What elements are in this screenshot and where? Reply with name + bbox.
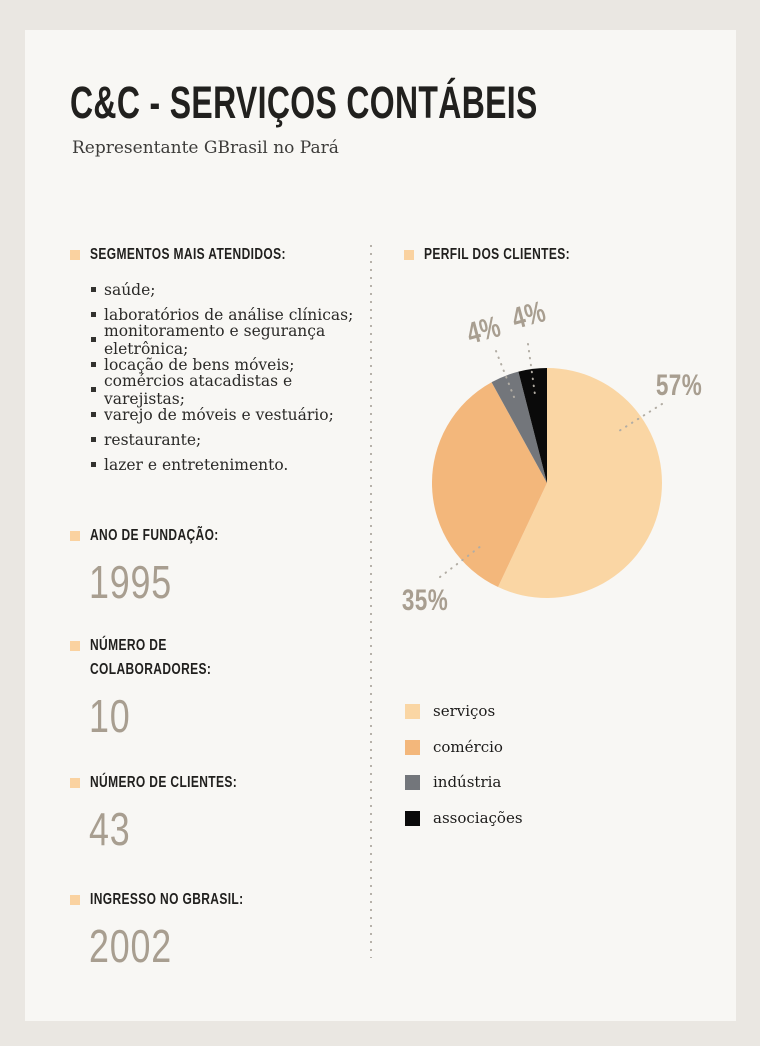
- list-bullet-icon: [91, 412, 96, 417]
- list-item-label: restaurante;: [104, 430, 202, 449]
- list-item: [91, 371, 360, 408]
- list-item-label: saúde;: [104, 280, 156, 299]
- chart-heading: PERFIL DOS CLIENTES:: [424, 246, 570, 263]
- fact-heading: ANO DE FUNDAÇÃO:: [90, 527, 219, 544]
- section-segments: [70, 243, 360, 477]
- list-item-label: locação de bens móveis;: [104, 355, 295, 374]
- square-bullet-icon: [70, 895, 80, 905]
- segments-list: [91, 277, 360, 477]
- fact-value: 43: [89, 803, 131, 855]
- section-clientes: [70, 771, 360, 855]
- list-bullet-icon: [91, 337, 96, 342]
- page-title: C&C - SERVIÇOS CONTÁBEIS: [70, 77, 538, 128]
- list-bullet-icon: [91, 312, 96, 317]
- list-item-label: monitoramento e segurança eletrônica;: [104, 321, 326, 358]
- square-bullet-icon: [70, 641, 80, 651]
- list-bullet-icon: [91, 387, 96, 392]
- square-bullet-icon: [404, 250, 414, 260]
- legend-label: comércio: [433, 737, 503, 756]
- legend-item: [405, 808, 523, 827]
- fact-heading: NÚMERO DE CLIENTES:: [90, 774, 238, 791]
- pie-label-associacoes: 4%: [508, 295, 550, 336]
- square-bullet-icon: [70, 531, 80, 541]
- pie-label-servicos: 57%: [655, 369, 703, 402]
- list-item-label: varejo de móveis e vestuário;: [104, 405, 334, 424]
- legend-item: [405, 704, 523, 719]
- dotted-column-divider: [370, 245, 372, 958]
- pie-label-industria: 4%: [463, 310, 505, 351]
- legend-label: indústria: [433, 773, 502, 791]
- fact-heading: INGRESSO NO GBRASIL:: [90, 891, 244, 908]
- legend-label: associações: [433, 808, 523, 827]
- list-bullet-icon: [91, 362, 96, 367]
- segments-heading: SEGMENTOS MAIS ATENDIDOS:: [90, 246, 286, 263]
- list-item: [91, 452, 360, 477]
- section-perfil-clientes: [404, 243, 619, 267]
- section-colaboradores: [70, 634, 360, 742]
- section-ingresso-gbrasil: [70, 888, 360, 972]
- list-bullet-icon: [91, 437, 96, 442]
- legend-swatch-servicos: [405, 704, 420, 719]
- list-bullet-icon: [91, 287, 96, 292]
- pie-label-comercio: 35%: [401, 584, 449, 617]
- chart-legend: [405, 704, 523, 826]
- list-item: [91, 427, 360, 452]
- legend-swatch-industria: [405, 775, 420, 790]
- list-item-label: laboratórios de análise clínicas;: [104, 305, 354, 324]
- list-item: [91, 321, 360, 358]
- square-bullet-icon: [70, 250, 80, 260]
- list-item-label: comércios atacadistas e varejistas;: [104, 371, 293, 408]
- legend-swatch-associacoes: [405, 811, 420, 826]
- fact-heading: NÚMERO DE COLABORADORES:: [90, 637, 212, 678]
- fact-value: 2002: [89, 920, 172, 972]
- pie-chart: [432, 368, 662, 598]
- list-item: [91, 402, 360, 427]
- square-bullet-icon: [70, 778, 80, 788]
- list-item: [91, 277, 360, 302]
- legend-item: [405, 775, 523, 790]
- legend-item: [405, 737, 523, 756]
- page-subtitle: Representante GBrasil no Pará: [72, 138, 339, 158]
- fact-value: 1995: [89, 556, 172, 608]
- fact-value: 10: [89, 690, 131, 742]
- legend-swatch-comercio: [405, 740, 420, 755]
- list-item-label: lazer e entretenimento.: [104, 455, 289, 474]
- section-ano-fundacao: [70, 524, 360, 608]
- list-bullet-icon: [91, 462, 96, 467]
- legend-label: serviços: [433, 702, 496, 720]
